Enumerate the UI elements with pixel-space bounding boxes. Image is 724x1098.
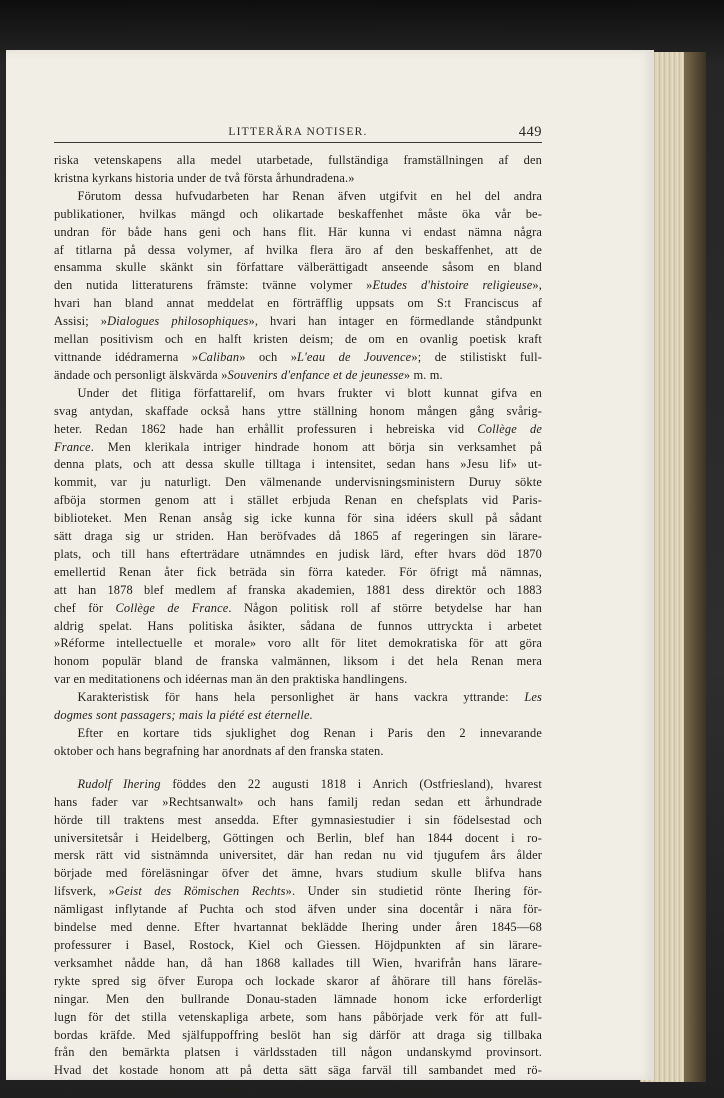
text-line <box>54 242 542 260</box>
text-line <box>54 295 542 313</box>
text-line <box>54 528 542 546</box>
text-run: heter. Redan 1862 hade han erhållit professuren i hebreiska vid <box>54 421 478 436</box>
text-run: . Någon politisk roll af större betydelse har han <box>228 600 542 615</box>
text-run: » m. m. <box>403 367 443 382</box>
body-text <box>54 152 542 1098</box>
text-run: emellertid Renan åter fick beträda sin förra kateder. För öfrigt må nämnas, <box>54 564 542 579</box>
page-number: 449 <box>518 124 542 140</box>
text-run: professurer i Basel, Rostock, Kiel och Giessen. Höjdpunkten af sin lärare- <box>54 937 542 952</box>
italic-text: Etudes d'histoire religieuse <box>372 278 533 293</box>
text-run: relserna i ett stort kulturcentrum, kan man förstå, men pliktbudet visste han <box>54 1081 439 1096</box>
text-run: honom populär bland de franska valmännen, liksom i det hela Renan mera <box>54 654 542 669</box>
header-rule <box>54 142 542 143</box>
text-line <box>54 901 542 919</box>
text-line <box>54 671 542 689</box>
text-run: föddes den 22 augusti 1818 i Anrich (Ostfriesland), hvarest <box>160 776 542 791</box>
text-line <box>54 439 542 457</box>
text-run: mellan positivism och en halft kristen deism; de om en ovanlig poetisk kraft <box>54 332 542 347</box>
italic-text: Dialogues philosophiques <box>107 314 249 329</box>
text-line <box>54 883 542 901</box>
text-run: ». Under sin studietid rönte Ihering för- <box>285 884 543 899</box>
text-line <box>54 812 542 830</box>
text-line <box>54 367 542 385</box>
text-run: », <box>532 278 542 293</box>
text-line <box>54 188 542 206</box>
text-run: Efter en kortare tids sjuklighet dog Renan i Paris den 2 innevarande <box>77 726 542 740</box>
text-run: denna plats, och att dessa skulle tilltaga i intensitet, sedan hans »Jesu lif» ut- <box>54 457 542 472</box>
italic-text: Caliban <box>198 349 240 364</box>
text-run: bordas kräfde. Med själfuppoffring beslöt han sig därför att draga sig tillbaka <box>54 1027 542 1042</box>
text-line <box>54 1080 542 1098</box>
running-head <box>54 124 542 144</box>
text-run: hvari han bland annat meddelat en förträfflig uppsats om S:t Franciscus af <box>54 296 542 311</box>
text-run: . Men klerikala intriger hindrade honom att börja sin verksamhet på <box>90 439 542 454</box>
text-line <box>54 794 542 812</box>
text-run: började med föreläsningar öfver det ämne, hvars studium skulle blifva hans <box>54 866 542 881</box>
text-line <box>54 277 542 295</box>
text-run: plats, och till hans efterträdare utnämndes en judisk lärd, efter hvars död 1870 <box>54 546 542 561</box>
text-run: aldrig spelat. Hans politiska åsikter, sådana de funnos uttryckta i arbetet <box>54 618 542 633</box>
text-line <box>54 349 542 367</box>
text-line <box>54 1009 542 1027</box>
text-run: Assisi; » <box>54 314 108 329</box>
text-line <box>54 955 542 973</box>
text-run: » och » <box>239 349 298 364</box>
text-line <box>54 600 542 618</box>
text-line <box>54 937 542 955</box>
text-run: hörde till traktens mest ansedda. Efter gymnasiestudier i sin födelsestad och <box>54 812 542 827</box>
text-run: sätt draga sig ur striden. Han beröfvades då 1865 af regeringen sin lärare- <box>54 529 542 544</box>
running-head-title: LITTERÄRA NOTISER. <box>228 126 368 138</box>
text-run: verksamhet nådde han, då han 1868 kallades till Wien, hvarifrån hans lärare- <box>54 955 542 970</box>
section-gap <box>54 761 542 776</box>
text-line <box>54 313 542 331</box>
text-run: Förutom dessa hufvudarbeten har Renan äfven utgifvit en hel del andra <box>77 188 542 203</box>
italic-text: Rudolf Ihering <box>77 776 161 791</box>
text-line <box>54 635 542 653</box>
text-run: chef för <box>54 600 116 615</box>
text-line <box>54 492 542 510</box>
text-run: »; de stilistiskt full- <box>411 349 543 364</box>
text-run: ensamma skulle skänkt sin författare välberättigadt anseende såsom en bland <box>54 260 542 275</box>
text-run: kommit, var ju naturligt. Den välmenande undervisningsministern Duruy sökte <box>54 475 542 490</box>
text-line <box>54 830 542 848</box>
text-line <box>54 564 542 582</box>
italic-text: Souvenirs d'enfance et de jeunesse <box>227 367 404 382</box>
text-line <box>54 152 542 170</box>
text-line <box>54 725 542 743</box>
text-line <box>54 618 542 636</box>
text-run: att han 1878 blef medlem af franska akademien, 1881 dess direktör och 1883 <box>54 582 542 597</box>
text-run: biblioteket. Men Renan ansåg sig icke kunna för sina idéers skull på sådant <box>54 511 542 526</box>
text-run: den nutida litteraturens främste: tvänne volymer » <box>54 278 373 293</box>
text-line <box>54 776 542 794</box>
text-run: rykte spred sig öfver Europa och lockade skaror af åhörare till hans föreläs- <box>54 973 542 988</box>
italic-text: dogmes sont passagers; mais la piété est éternelle. <box>54 708 313 723</box>
text-line <box>54 456 542 474</box>
text-line <box>54 170 542 188</box>
text-line <box>54 224 542 242</box>
text-line <box>54 707 542 725</box>
text-line <box>54 1044 542 1062</box>
text-run: nämligast inflytande af Puchta och stod äfven under sina docentår i nära för- <box>54 902 542 917</box>
text-line <box>54 403 542 421</box>
text-run: oktober och hans begrafning har anordnats af den franska staten. <box>54 743 384 758</box>
italic-text: L'eau de Jouvence <box>297 349 412 364</box>
text-run: ningar. Men den bullrande Donau-staden lämnade honom icke erforderligt <box>54 991 542 1006</box>
text-run: lugn för det stilla vetenskapliga arbete, som hans påbörjade verk för att full- <box>54 1009 542 1024</box>
text-line <box>54 510 542 528</box>
text-run: publikationer, hvilkas mängd och olikartade beskaffenhet måste öka vår be- <box>54 206 542 221</box>
text-line <box>54 743 542 761</box>
text-line <box>54 1027 542 1045</box>
text-line <box>54 991 542 1009</box>
italic-text: France <box>54 439 91 454</box>
text-run: från den bemärkta platsen i världsstaden till någon undanskymd provinsort. <box>54 1045 542 1060</box>
text-line <box>54 474 542 492</box>
text-run: lifsverk, » <box>54 884 116 899</box>
italic-text: Collège de <box>477 421 542 436</box>
italic-text: Collège de France <box>115 600 229 615</box>
text-line <box>54 973 542 991</box>
text-line <box>54 865 542 883</box>
text-run: afböja stormen genom att i stället erbjuda Renan en chefsplats vid Paris- <box>54 493 542 508</box>
text-run: mersk rätt vid sistnämnda universitet, där han redan nu vid tjugufem års ålder <box>54 848 542 863</box>
text-run: »Réforme intellectuelle et morale» voro allt för litet demokratiska för att göra <box>54 636 542 651</box>
text-run: vittnande idédramerna » <box>54 349 199 364</box>
text-line <box>54 331 542 349</box>
text-run: hans fader var »Rechtsanwalt» och hans familj redan sedan ett århundrade <box>54 794 542 809</box>
text-line <box>54 1062 542 1080</box>
text-line <box>54 259 542 277</box>
text-run: kristna kyrkans historia under de två första århundradena.» <box>54 170 355 185</box>
text-run: Hvad det kostade honom att på detta sätt säga farväl till sambandet med rö- <box>54 1063 542 1078</box>
text-run: universitetsår i Heidelberg, Göttingen och Berlin, blef han 1844 docent i ro- <box>54 830 542 845</box>
text-run: svag antydan, skaffade också hans yttre ställning honom mången gång svårig- <box>54 403 542 418</box>
italic-text: Les <box>524 690 542 705</box>
text-line <box>54 847 542 865</box>
text-run: ändade och personligt älskvärda » <box>54 367 228 382</box>
text-run: », hvari han intager en förmedlande ståndpunkt <box>248 314 543 329</box>
text-line <box>54 689 542 707</box>
text-line <box>54 385 542 403</box>
text-run: Under det flitiga författarelif, om hvars frukter vi blott kunnat gifva en <box>77 385 542 400</box>
text-line <box>54 582 542 600</box>
text-line <box>54 206 542 224</box>
text-run: riska vetenskapens alla medel utarbetade, fullständiga framställningen af den <box>54 153 542 167</box>
text-line <box>54 919 542 937</box>
text-line <box>54 421 542 439</box>
text-line <box>54 546 542 564</box>
text-run: bindelse med denne. Efter hvartannat beklädde Ihering under åren 1845—68 <box>54 920 542 935</box>
italic-text: Geist des Römischen Rechts <box>115 884 286 899</box>
text-run: undran för både hans geni och hans flit. Här kunna vi endast nämna några <box>54 224 542 239</box>
book-cover-edge <box>684 52 706 1082</box>
text-run: var en meditationens och idéernas man än den praktiska handlingens. <box>54 672 408 687</box>
text-line <box>54 653 542 671</box>
text-run: Karakteristisk för hans hela personlighet är hans vackra yttrande: <box>77 690 525 705</box>
text-run: af titlarna på dessa volymer, af hvilka flera äro af den beskaffenhet, att de <box>54 242 542 257</box>
